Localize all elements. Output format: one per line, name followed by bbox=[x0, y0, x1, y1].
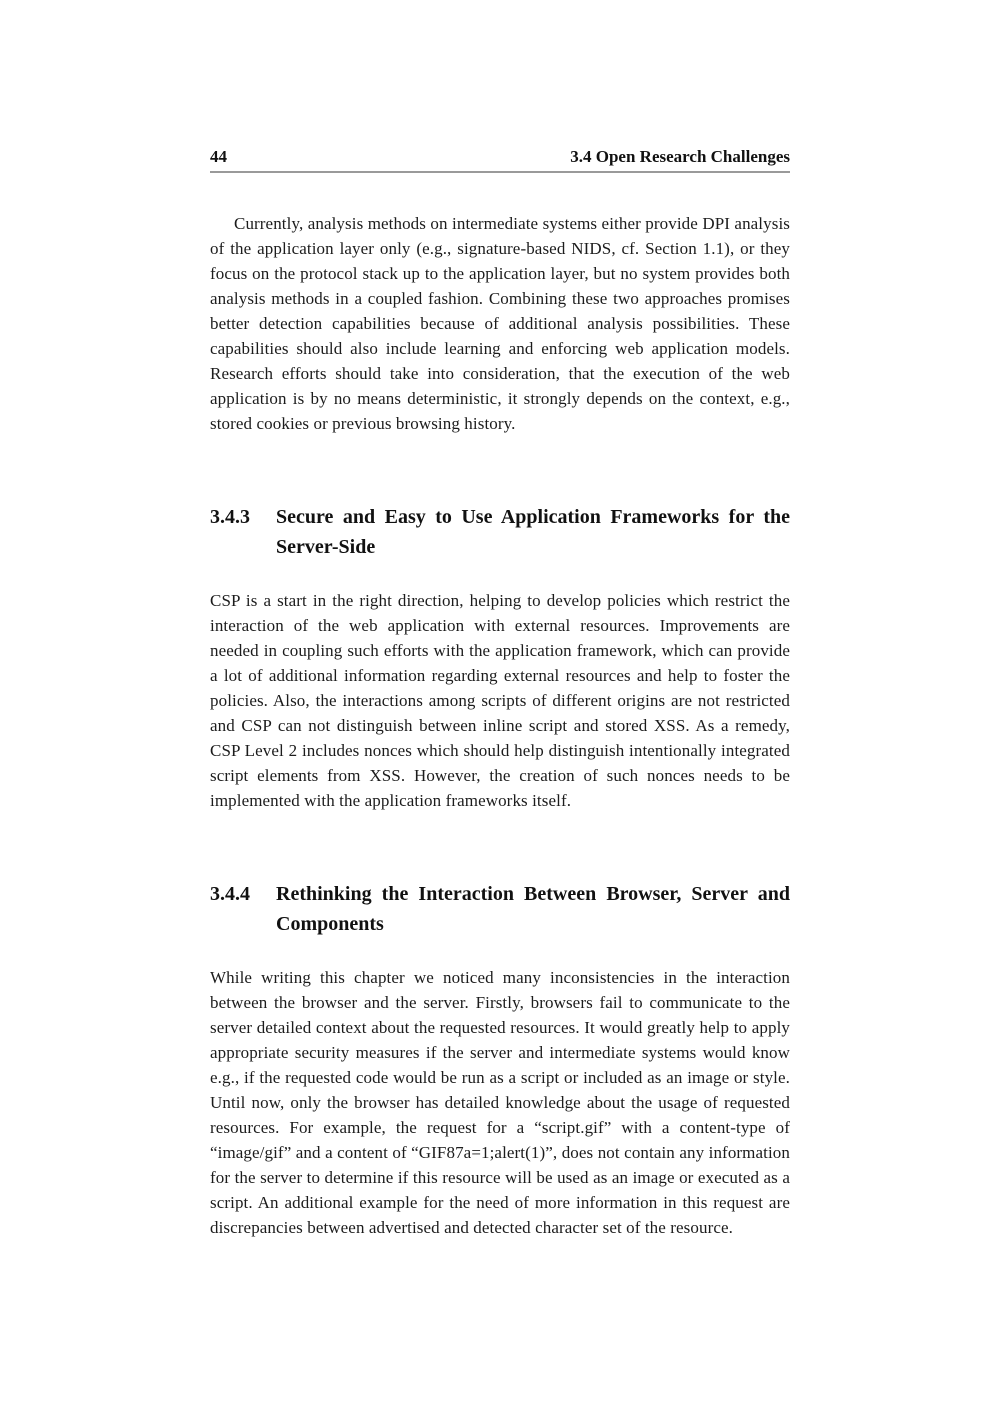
header-rule bbox=[210, 171, 790, 173]
section-heading-3-4-4 bbox=[210, 879, 790, 939]
section-3-4-4-paragraph: While writing this chapter we noticed many inconsistencies in the interaction between the browser and the server. Firstly, browsers fail to communicate to the server detailed context about the requested resources. It would greatly help to apply appropriate security measures if the server and intermediate systems would know e.g., if the requested code would be run as a script or included as an image or style. Until now, only the browser has detailed knowledge about the usage of requested resources. For example, the request for a “script.gif” with a content-type of “image/gif” and a content of “GIF87a=1;alert(1)”, does not contain any information for the server to determine if this resource will be used as an image or executed as a script. An additional example for the need of more information in this request are discrepancies between advertised and detected character set of the resource. bbox=[210, 968, 790, 1237]
intro-paragraph: Currently, analysis methods on intermediate systems either provide DPI analysis of the application layer only (e.g., signature-based NIDS, cf. Section 1.1), or they focus on the protocol stack up to the application layer, but no system provides both analysis methods in a coupled fashion. Combining these two approaches promises better detection capabilities because of additional analysis possibilities. These capabilities should also include learning and enforcing web application models. Research efforts should take into consideration, that the execution of the web application is by no means deterministic, it strongly depends on the context, e.g., stored cookies or previous browsing history. bbox=[210, 214, 790, 433]
section-number: 3.4.4 bbox=[210, 883, 250, 905]
section-heading-3-4-3 bbox=[210, 502, 790, 562]
section-title: Rethinking the Interaction Between Browser, Server and Components bbox=[276, 883, 790, 935]
section-number: 3.4.3 bbox=[210, 506, 250, 528]
running-header bbox=[210, 148, 790, 166]
section-title: Secure and Easy to Use Application Frameworks for the Server-Side bbox=[276, 506, 790, 558]
section-3-4-3-paragraph: CSP is a start in the right direction, helping to develop policies which restrict the interaction of the web application with external resources. Improvements are needed in coupling such efforts with the application framework, which can provide a lot of additional information regarding external resources and help to foster the policies. Also, the interactions among scripts of different origins are not restricted and CSP can not distinguish between inline script and stored XSS. As a remedy, CSP Level 2 includes nonces which should help distinguish intentionally integrated script elements from XSS. However, the creation of such nonces needs to be implemented with the application frameworks itself. bbox=[210, 591, 790, 810]
page-number: 44 bbox=[210, 147, 227, 166]
running-header-title: 3.4 Open Research Challenges bbox=[570, 147, 790, 166]
